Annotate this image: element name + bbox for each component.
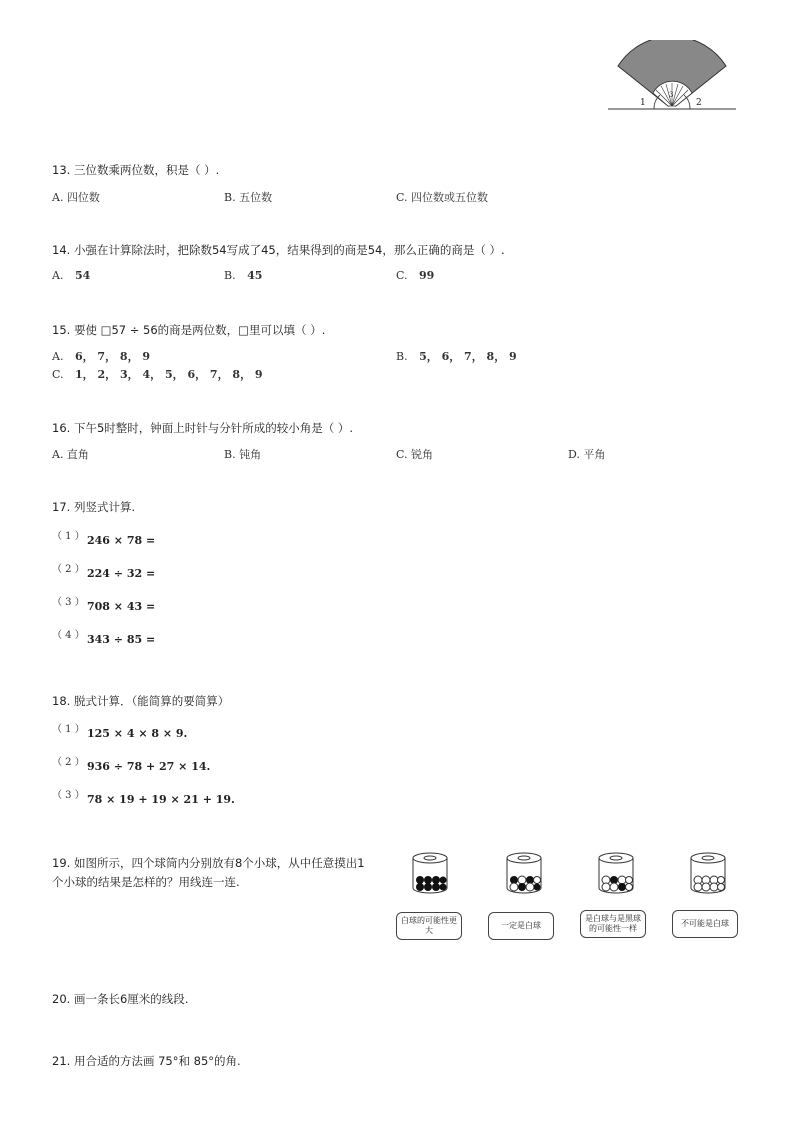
option-value: 1， 2， 3， 4， 5， 6， 7， 8， 9 <box>75 368 263 381</box>
q17-item-1-no: （ 1 ） <box>52 531 85 542</box>
fan-label-1: 1 <box>640 98 646 108</box>
q19-card-4[interactable]: 不可能是白球 <box>672 910 738 938</box>
option-letter: B. <box>396 350 408 363</box>
q18-item-2-expr: 936 ÷ 78 + 27 × 14. <box>87 760 211 773</box>
q20-stem: 20. 画一条长6厘米的线段. <box>52 992 189 1006</box>
q17-item-2-expr: 224 ÷ 32 = <box>87 567 156 580</box>
q18-item-1-expr: 125 × 4 × 8 × 9. <box>87 727 188 740</box>
q18-item-3-no: （ 3 ） <box>52 790 85 801</box>
q15-option-c[interactable] <box>52 366 263 382</box>
q16-option-c[interactable]: C. 锐角 <box>396 448 434 461</box>
q18-stem: 18. 脱式计算．（能简算的要简算） <box>52 694 230 708</box>
fan-label-2: 2 <box>696 98 702 108</box>
q19-card-1[interactable]: 白球的可能性更大 <box>396 912 462 940</box>
option-letter: C. <box>52 368 64 381</box>
q13-option-c[interactable]: C. 四位数或五位数 <box>396 191 489 204</box>
q19-stem-line2: 个小球的结果是怎样的？用线连一连. <box>52 875 240 889</box>
option-value: 6， 7， 8， 9 <box>74 350 151 363</box>
q13-option-b[interactable]: B. 五位数 <box>224 191 273 204</box>
fan-figure <box>604 40 738 112</box>
q18-item-2-no: （ 2 ） <box>52 757 85 768</box>
q14-option-b[interactable] <box>224 269 262 282</box>
q17-item-3-no: （ 3 ） <box>52 597 85 608</box>
option-letter: A. <box>52 350 64 363</box>
q15-stem: 15. 要使 □57 ÷ 56的商是两位数，□里可以填（ ）. <box>52 323 326 337</box>
tube-4 <box>691 853 725 893</box>
tube-2 <box>507 853 541 893</box>
q17-item-4-no: （ 4 ） <box>52 630 85 641</box>
fan-label-3: 3 <box>669 91 674 99</box>
q16-stem: 16. 下午5时整时，钟面上时针与分针所成的较小角是（ ）. <box>52 421 354 435</box>
q14-stem: 14. 小强在计算除法时，把除数54写成了45，结果得到的商是54，那么正确的商是（ ）. <box>52 243 505 257</box>
q17-item-1-expr: 246 × 78 = <box>87 534 156 547</box>
q14-option-a[interactable] <box>52 269 90 282</box>
q17-item-3-expr: 708 × 43 = <box>87 600 156 613</box>
q15-option-b[interactable] <box>396 348 517 364</box>
ball-tubes-figure <box>392 848 752 898</box>
q16-option-a[interactable]: A. 直角 <box>52 448 89 461</box>
q14-option-c[interactable] <box>396 269 434 282</box>
q17-stem: 17. 列竖式计算. <box>52 500 136 514</box>
q15-option-a[interactable] <box>52 348 150 364</box>
q17-item-4-expr: 343 ÷ 85 = <box>87 633 156 646</box>
q18-item-3-expr: 78 × 19 + 19 × 21 + 19. <box>87 793 235 806</box>
option-value: 5， 6， 7， 8， 9 <box>419 350 517 363</box>
q13-option-a[interactable]: A. 四位数 <box>52 191 100 204</box>
option-value: 45 <box>247 269 263 282</box>
tube-3 <box>599 853 633 893</box>
q21-stem: 21. 用合适的方法画 75°和 85°的角. <box>52 1054 241 1068</box>
q16-option-b[interactable]: B. 钝角 <box>224 448 262 461</box>
q19-card-2[interactable]: 一定是白球 <box>488 912 554 940</box>
q18-item-1-no: （ 1 ） <box>52 724 85 735</box>
q13-stem: 13. 三位数乘两位数，积是（ ）. <box>52 163 220 177</box>
option-value: 54 <box>74 269 91 282</box>
option-letter: B. <box>224 269 236 282</box>
q19-card-3[interactable]: 是白球与是黑球的可能性一样 <box>580 910 646 938</box>
q16-option-d[interactable]: D. 平角 <box>568 448 606 461</box>
tube-1 <box>413 853 447 893</box>
q17-item-2-no: （ 2 ） <box>52 564 85 575</box>
option-letter: C. <box>396 269 408 282</box>
q19-stem-line1: 19. 如图所示，四个球筒内分别放有8个小球，从中任意摸出1 <box>52 856 365 870</box>
option-value: 99 <box>419 269 435 282</box>
option-letter: A. <box>52 269 64 282</box>
